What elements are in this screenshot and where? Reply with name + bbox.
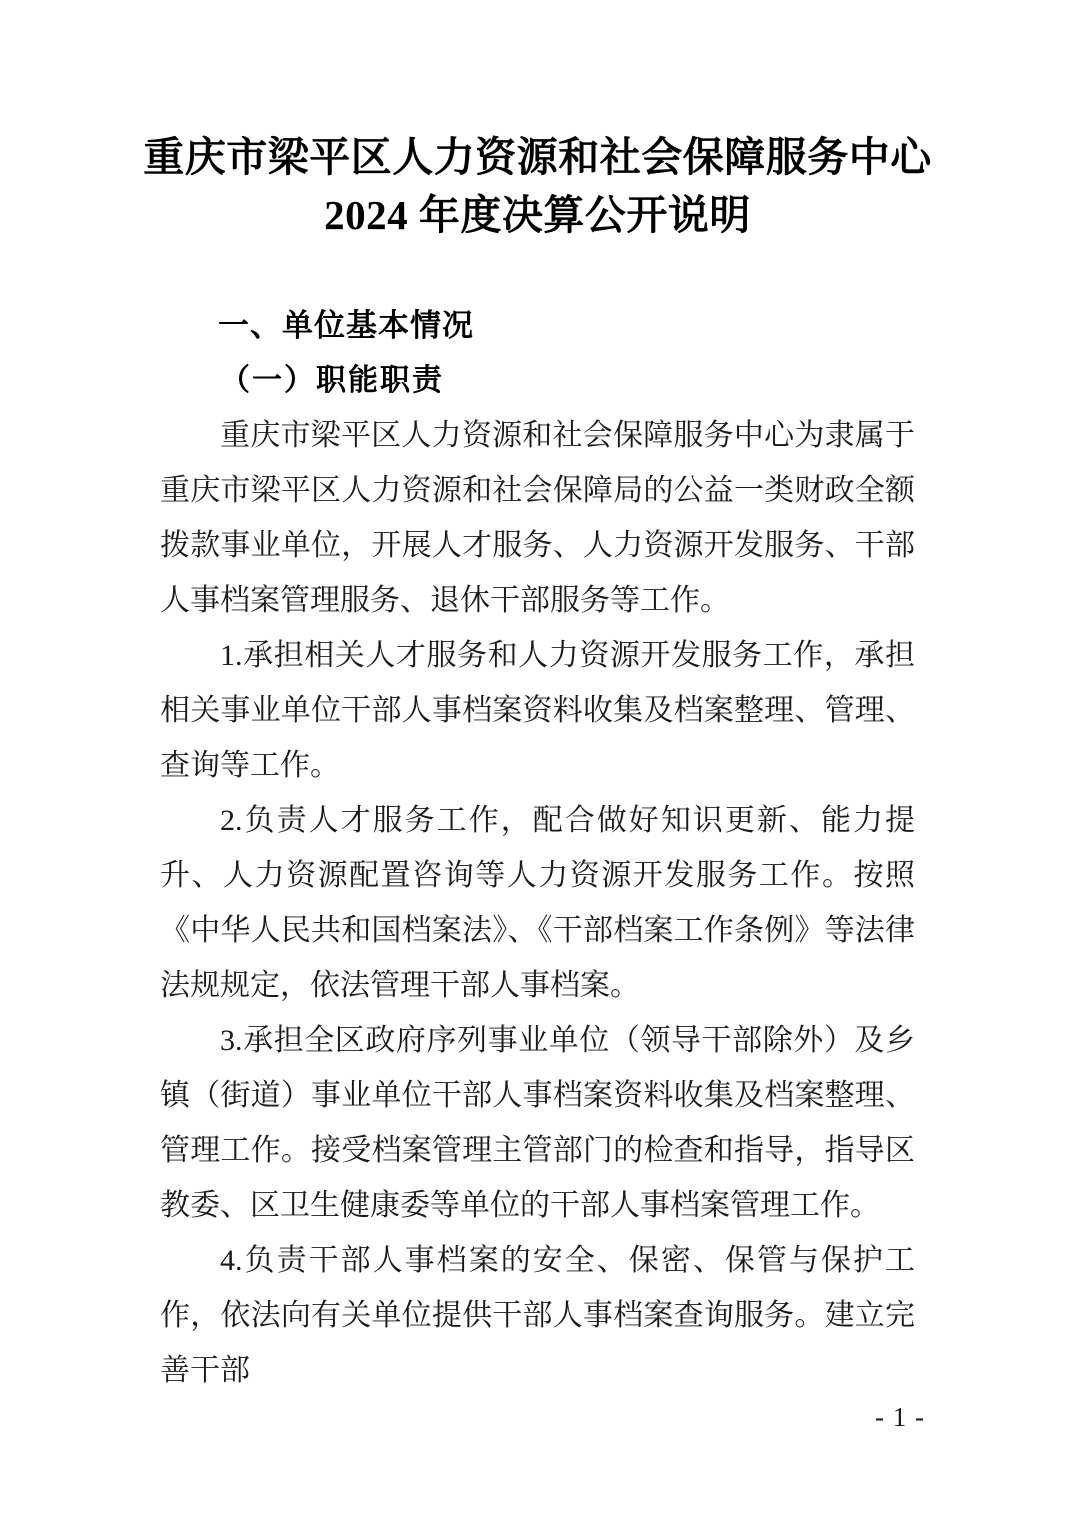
body-paragraph: 4.负责干部人事档案的安全、保密、保管与保护工作，依法向有关单位提供干部人事档案查询服务。建立完善干部: [160, 1244, 915, 1387]
body-paragraph: 重庆市梁平区人力资源和社会保障服务中心为隶属于重庆市梁平区人力资源和社会保障局的公益一类财政全额拨款事业单位，开展人才服务、人力资源开发服务、干部人事档案管理服务、退休干部服务等工作。: [160, 419, 915, 617]
subsection-heading: （一）职能职责: [220, 364, 444, 397]
body-paragraph: 1.承担相关人才服务和人力资源开发服务工作，承担相关事业单位干部人事档案资料收集及档案整理、管理、查询等工作。: [160, 639, 915, 782]
page-number: - 1 -: [875, 1402, 925, 1432]
document-body: [160, 408, 915, 1398]
section-heading: 一、单位基本情况: [218, 308, 474, 343]
body-paragraph: 3.承担全区政府序列事业单位（领导干部除外）及乡镇（街道）事业单位干部人事档案资料收集及档案整理、管理工作。接受档案管理主管部门的检查和指导，指导区教委、区卫生健康委等单位的干部人事档案管理工作。: [160, 1024, 915, 1222]
body-paragraph: 2.负责人才服务工作，配合做好知识更新、能力提升、人力资源配置咨询等人力资源开发服务工作。按照《中华人民共和国档案法》、《干部档案工作条例》等法律法规规定，依法管理干部人事档案。: [160, 804, 915, 1002]
document-title-line2: 2024 年度决算公开说明: [324, 192, 751, 238]
document-title-line1: 重庆市梁平区人力资源和社会保障服务中心: [143, 134, 932, 180]
document-title: [115, 128, 960, 244]
